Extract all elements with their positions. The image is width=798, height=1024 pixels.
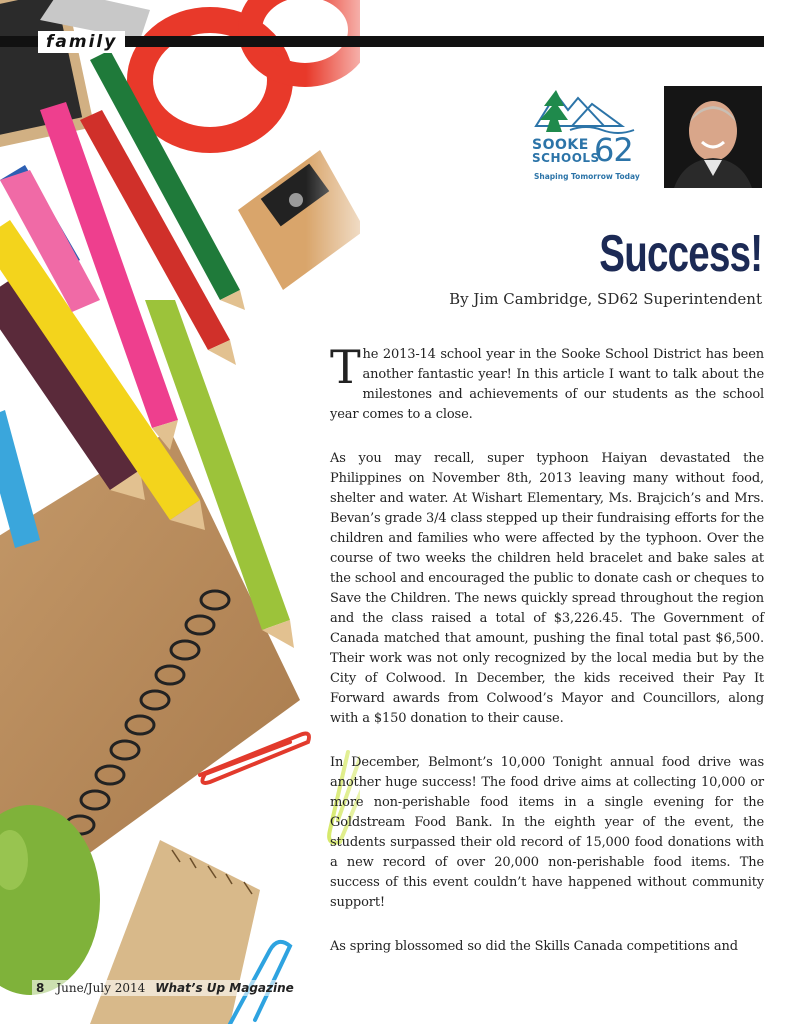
issue-date: June/July 2014: [56, 981, 146, 995]
paragraph-3: In December, Belmont’s 10,000 Tonight annual food drive was another huge success! The food drive aims at collecting 10,000 or more non-perishable food items in a single evening for the Goldstream Food Bank. In the eighth year of the event, the students surpassed their old record of 15,000 food donations with a new record of over 20,000 non-perishable food items. The success of this event couldn’t have happened without community support!: [330, 755, 764, 910]
paragraph-4: As spring blossomed so did the Skills Canada competitions and: [330, 939, 738, 954]
magazine-name: What’s Up Magazine: [155, 981, 294, 995]
logo-tagline: Shaping Tomorrow Today: [534, 172, 640, 181]
page-number: 8: [36, 981, 45, 995]
logo-line-1: SOOKE: [532, 137, 589, 153]
article-body: [330, 340, 764, 957]
school-supplies-illustration: [0, 0, 360, 1024]
logo-line-2: SCHOOLS: [532, 151, 600, 165]
article-byline: By Jim Cambridge, SD62 Superintendent: [449, 290, 762, 308]
sooke-schools-logo: [526, 86, 640, 190]
section-label: family: [38, 31, 125, 53]
drop-cap: T: [330, 340, 361, 394]
paragraph-1: The 2013-14 school year in the Sooke School District has been another fantastic year! In this article I want to talk about the milestones and achievements of our students as the school year comes to a close.: [330, 340, 764, 422]
page-footer: [32, 980, 298, 996]
author-photo: [664, 86, 762, 188]
logo-number: 62: [594, 131, 633, 169]
article-title: Success!: [598, 225, 762, 283]
paragraph-2: As you may recall, super typhoon Haiyan devastated the Philippines on November 8th, 2013 leaving many without food, shelter and water. At Wishart Elementary, Ms. Brajcich’s and Mrs. Bevan’s grade 3/4 class stepped up their fundraising efforts for the children and families who were affected by the typhoon. Over the course of two weeks the children held bracelet and bake sales at the school and encouraged the public to donate cash or cheques to Save the Children. The news quickly spread throughout the region and the class raised a total of $3,226.45. The Government of Canada matched that amount, pushing the final total past $6,500. Their work was not only recognized by the local media but by the City of Colwood. In December, the kids received their Pay It Forward awards from Colwood’s Mayor and Councillors, along with a $150 donation to their cause.: [330, 451, 764, 726]
